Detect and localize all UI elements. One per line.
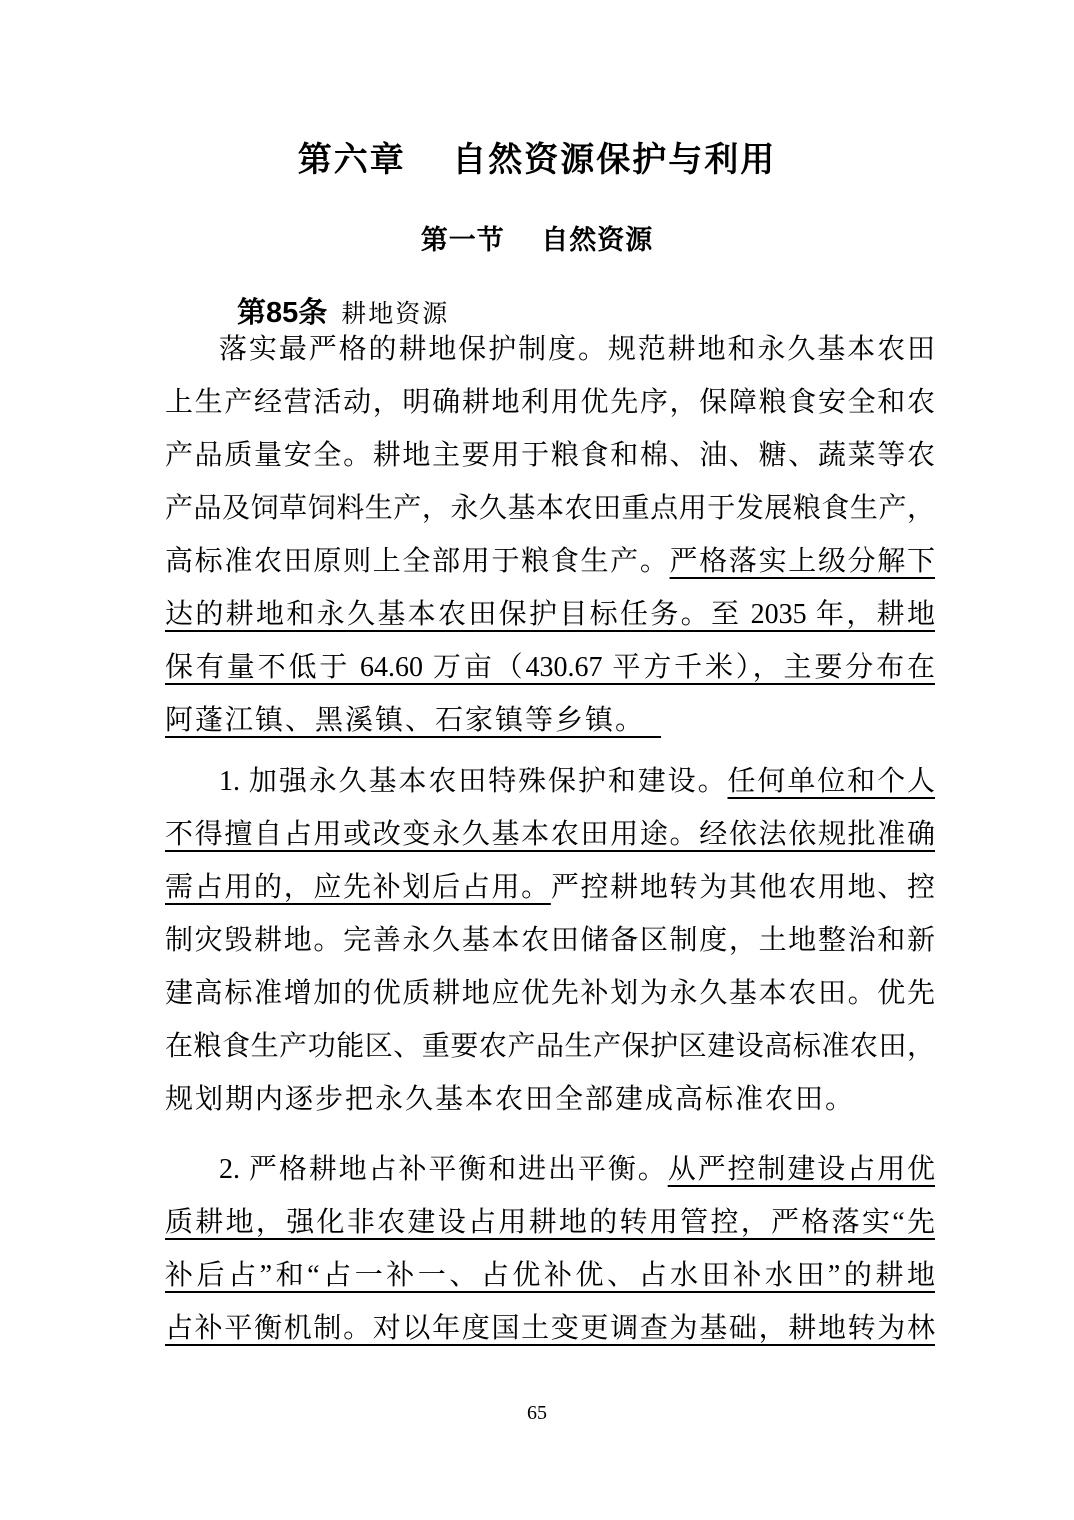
paragraph — [165, 323, 935, 747]
text-line — [165, 1073, 935, 1126]
underlined-text-run: 阿蓬江镇、黑溪镇、石家镇等乡镇。 — [165, 705, 662, 736]
underlined-text-run: 严格落实上级分解下 — [669, 546, 935, 577]
text-run: 建高标准增加的优质耕地应优先补划为永久基本农田。优先 — [165, 978, 935, 1009]
text-line — [165, 482, 935, 535]
underlined-text-run: 任何单位和个人 — [727, 766, 935, 797]
text-line — [165, 588, 935, 641]
paragraph — [165, 755, 935, 1126]
page-number: 65 — [527, 1402, 547, 1424]
text-line — [165, 967, 935, 1020]
text-line — [165, 1302, 935, 1355]
text-line — [165, 323, 935, 376]
text-run: 规划期内逐步把永久基本农田全部建成高标准农田。 — [165, 1084, 856, 1115]
underlined-text-run: 保有量不低于 64.60 万亩（430.67 平方千米），主要分布在 — [165, 652, 935, 683]
text-line — [165, 808, 935, 861]
text-run: 制灾毁耕地。完善永久基本农田储备区制度，土地整治和新 — [165, 925, 935, 956]
text-run: 在粮食生产功能区、重要农产品生产保护区建设高标准农田， — [165, 1031, 935, 1062]
article-number: 第85条 — [237, 297, 328, 329]
underlined-text-run: 达的耕地和永久基本农田保护目标任务。至 2035 年，耕地 — [165, 599, 935, 630]
text-line — [165, 1143, 935, 1196]
text-line — [165, 1196, 935, 1249]
underlined-text-run: 质耕地，强化非农建设占用耕地的转用管控，严格落实“先 — [165, 1207, 935, 1238]
underlined-text-run: 从严控制建设占用优 — [667, 1154, 935, 1185]
underlined-text-run: 占补平衡机制。对以年度国土变更调查为基础，耕地转为林 — [165, 1313, 935, 1344]
text-run: 2. 严格耕地占补平衡和进出平衡。 — [219, 1154, 668, 1185]
text-line — [165, 1249, 935, 1302]
chapter-title: 第六章 自然资源保护与利用 — [297, 142, 777, 179]
section-title: 第一节 自然资源 — [420, 225, 654, 255]
text-line — [165, 641, 935, 694]
text-line — [165, 694, 935, 747]
text-line — [165, 755, 935, 808]
underlined-text-run: 补后占”和“占一补一、占优补优、占水田补水田”的耕地 — [165, 1260, 935, 1291]
text-line — [165, 1020, 935, 1073]
text-run: 上生产经营活动，明确耕地利用优先序，保障粮食安全和农 — [165, 387, 935, 418]
text-line — [165, 376, 935, 429]
text-line — [165, 429, 935, 482]
text-line — [165, 914, 935, 967]
text-run: 严控耕地转为其他农用地、控 — [550, 872, 935, 903]
paragraph — [165, 1143, 935, 1355]
underlined-text-run: 不得擅自占用或改变永久基本农田用途。经依法依规批准确 — [165, 819, 935, 850]
text-run: 产品质量安全。耕地主要用于粮食和棉、油、糖、蔬菜等农 — [165, 440, 935, 471]
text-line — [165, 861, 935, 914]
text-run: 高标准农田原则上全部用于粮食生产。 — [165, 546, 670, 577]
text-line — [165, 535, 935, 588]
body-text — [165, 323, 935, 1355]
text-run: 产品及饲草饲料生产，永久基本农田重点用于发展粮食生产， — [165, 493, 935, 524]
text-run: 1. 加强永久基本农田特殊保护和建设。 — [219, 766, 728, 797]
text-run: 落实最严格的耕地保护制度。规范耕地和永久基本农田 — [219, 334, 935, 365]
underlined-text-run: 需占用的，应先补划后占用。 — [165, 872, 551, 903]
article-name: 耕地资源 — [341, 301, 450, 328]
